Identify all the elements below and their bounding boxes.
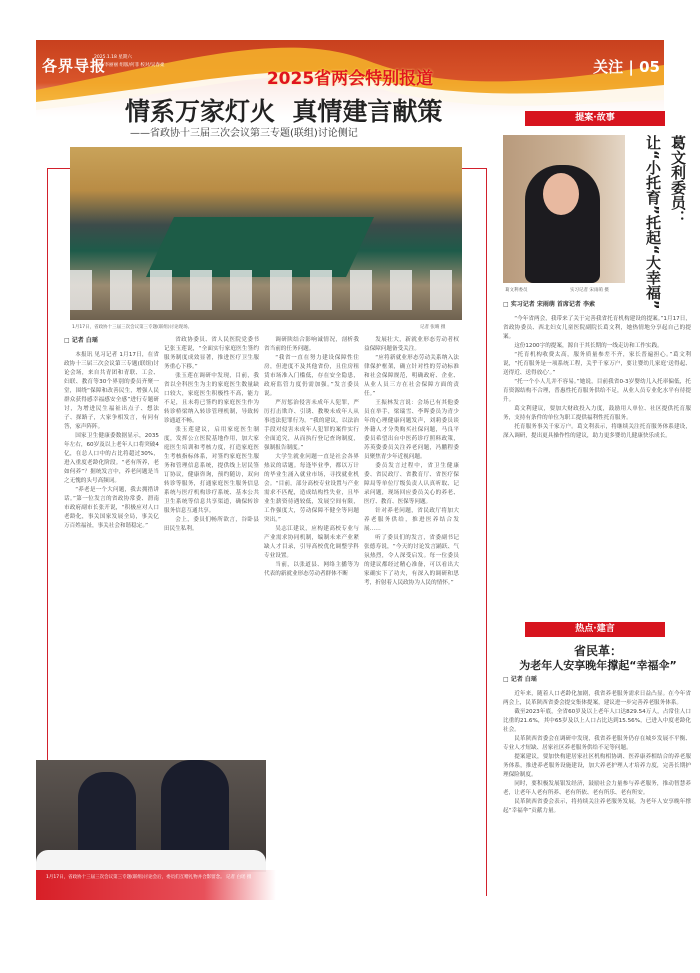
- story-tag: 提案·故事: [525, 111, 665, 126]
- masthead-meta: 2025.1.18 星期六 责编/李丽丽 组版/何菲 校对/吴春柔: [94, 55, 165, 68]
- special-report-title: 2025省两会特别报道: [266, 69, 434, 89]
- newspaper-logo: 各界导报: [42, 57, 107, 75]
- story-headline-2: 让“小托育”托起“大幸福”: [644, 135, 662, 310]
- gift-exchange-photo: [36, 760, 266, 872]
- photo-caption: 1月17日，省政协十三届三次会议第三专题(联组)讨论现场。: [72, 325, 193, 330]
- paragraph: 葛文利建议，要加大财政投入力度，鼓励用人单位、社区提供托育服务，支持有条件的单位为职工提供福利性托育服务。: [503, 406, 691, 421]
- article-column-3: [264, 336, 359, 866]
- main-subtitle: ——省政协十三届三次会议第三专题(联组)讨论侧记: [130, 128, 358, 139]
- photo-credit: 记者 张晴 摄: [420, 325, 446, 330]
- paragraph: “养老是一个大问题，我去拥措讲话。”第一位发言的省政协常委、渭南市政府副市长张开说，“积极应对人口老龄化，事关国家发展全局，事关亿万百姓福祉，事关社会和谐稳定。”: [64, 487, 159, 529]
- paragraph: 国家卫生健康委数据显示，2035年左右，60岁及以上老年人口将突破4亿，在总人口中的占比将超过30%，进入重度老龄化阶段。“老有所养，老如何养”？据统发言中，养老问题是当之无愧的头号高频词。: [64, 433, 159, 484]
- paragraph: 大学生就业问题一直是社会各界热议的话题。每逢毕业季，都以万计的毕业生涌入就业市场，寻找就业机会。“目前，部分高校专业设置与产业需求不匹配，造成结构性失业，且毕业生薪资待遇较低，发展空间有限，工作强度大，劳动保障不健全等问题突出。”: [264, 454, 359, 523]
- paragraph: 当前，以张道县、网络主播等为代表的新就业形态劳动者群体不断: [264, 562, 359, 577]
- hot-headline-2: 为老年人安享晚年撑起“幸福伞”: [519, 659, 677, 672]
- paragraph: “今年省两会，我带来了关于完善我省托育机构建设的提案。”1月17日，省政协委员、西北妇女儿童医院副院长葛文利，她热情地分享起自己的提案。: [503, 316, 691, 340]
- paragraph: 听了委员们的发言，省委副书记张德寿说，“今天的讨论发言踊跃、气氛热烈，令人深受启发。每一位委员的建议都经过精心准备，可以看出大家确实下了功夫，有深入的调研和思考，折射着人民政协为人民的情怀。”: [364, 535, 459, 586]
- section-label: 关注 | 05: [593, 58, 660, 76]
- story-headline-1: 葛文利委员：: [669, 135, 687, 225]
- paragraph: 吴志江建议，应构建高校专业与产业需求协同机制，编制未来产业紧缺人才目录，引导高校优化调整学科专业设置。: [264, 526, 359, 559]
- paragraph: 托育服务事关千家万户。葛文利表示，将继续关注托育服务体系建设，深入调研，提出更具操作性的建议，助力更多婴幼儿健康快乐成长。: [503, 424, 691, 439]
- paragraph: “托育机构收费太高，服务质量参差不齐，家长普遍担心。”葛文利说，“托育服务是一项系统工程，关乎千家万户，要让婴幼儿家庭‘送得起、送得近、送得放心’。”: [503, 352, 691, 376]
- paragraph: “我省一直在努力建设保障性住房，但进度不及其他省份，且住房租赁市场准入门槛低，存在安全隐患，政府监管力度仍需加强。”发言委员说。: [264, 355, 359, 397]
- paragraph: 张玉莲建议，启用家庭医生制度，发挥公立医院基地作用，加大家庭医生培训和考核力度，打造家庭医生考核指标体系，对签约家庭医生服务和管理信息系统，提供线上居民签订协议，健康咨询，预约随访，双向转诊等服务，打通家庭医生服务信息系统与医疗机构诊疗系统、基本公共卫生系统等信息共享渠道，确保转诊服务信息互通共享。: [164, 427, 259, 514]
- paragraph: 近年来，随着人口老龄化加剧，我省养老服务需求日益凸显。在今年省两会上，民革陕西省委会提交集体提案，建议进一步完善养老服务体系。: [503, 691, 691, 706]
- paragraph: 王振林发言说：会场已有其他委员在举手，梁瑞雪、李晖委员为青少年的心理健康问题发声，刘莉委员谈外籍人才分类购买社保问题，马良平委员希望出台中医药诊疗照料政策，苏英姿委员关注养老问题，冯鹏程委员聚焦青少年近视问题。: [364, 400, 459, 460]
- paragraph: 这份1200字的提案，源自于其长期的一线走访和工作实践。: [514, 343, 663, 349]
- paragraph: 发展壮大，新就业形态劳动者权益保障问题备受关注。: [364, 337, 459, 352]
- paragraph: 张玉莲在调研中发现，目前，我省以全科医生为主的家庭医生数量缺口较大，家庭医生积极性不高，能力不足，且未将已签约的家庭医生作为转诊桥梁纳入转诊管理机制，导致转诊通道不畅。: [164, 373, 259, 424]
- paragraph: 民革陕西省委会表示，将持续关注养老服务发展，为老年人安享晚年撑起“幸福伞”贡献力量。: [503, 799, 691, 814]
- main-headline: 情系万家灯火 真情建言献策: [125, 97, 443, 126]
- story-photo-caption: 葛文利委员: [505, 288, 528, 293]
- committee-member-photo: [503, 135, 625, 283]
- paragraph: 会上，委员们畅所欲言，谷卧县田民生私利。: [164, 517, 259, 532]
- paragraph: 省政协委员、省人民医院党委书记张玉莲说，“全面实行家庭医生签约服务制度成效显著，推进医疗卫生服务重心下移。”: [164, 337, 259, 370]
- paragraph: 调研陕结合影响诚情况，剖析我省当前的任务问题。: [264, 337, 359, 352]
- hot-headline-1: 省民革：: [573, 644, 622, 658]
- hot-body: □ 记者 白瑶 近年来，随着人口老龄化加剧，我省养老服务需求日益凸显。在今年省两会上，民革陕西省委会提交集体提案，建议进一步完善养老服务体系。 截至2023年底，全省60岁及以上老年人口达829.54万人，占常住人口比重的21.6%，其中65岁及以上人口占比达到15.56%，已进入中度老龄化社会。 民革陕西省委会在调研中发现，我省养老服务仍存在城乡发展不平衡、专业人才短缺、居家社区养老服务供给不足等问题。 提案建议，要加快构建居家社区机构相协调、医养康养相结合的养老服务体系，推进养老服务设施建设，加大养老护理人才培养力度，完善长期护理保险制度。 同时，要积极发展银发经济，鼓励社会力量参与养老服务，推动智慧养老，让老年人老有所养、老有所依、老有所乐、老有所安。 民革陕西省委会表示，将持续关注养老服务发展，为老年人安享晚年撑起“幸福伞”贡献力量。: [503, 676, 691, 814]
- paragraph: 针对养老问题，省民政厅将加大养老服务供给，推进医养结合发展……: [364, 508, 459, 532]
- meeting-photo: [70, 147, 462, 320]
- article-column-2: [164, 336, 259, 756]
- paragraph: 严厉惩治侵害未成年人犯罪，严厉打击欺诈、引诱、教唆未成年人从事违法犯罪行为。“我的建议，以法治手段对侵害未成年人犯罪的案件实行全面追究，从而执行登记查询制度，强制报告制度。”: [264, 400, 359, 451]
- paragraph: 提案建议，要加快构建居家社区机构相协调、医养康养相结合的养老服务体系，推进养老服务设施建设，加大养老护理人才培养力度，完善长期护理保险制度。: [503, 754, 691, 778]
- paragraph: 同时，要积极发展银发经济，鼓励社会力量参与养老服务，推动智慧养老，让老年人老有所养、老有所依、老有所乐、老有所安。: [503, 781, 691, 796]
- article-column-1: □ 记者 白瑶 本报讯 见习记者 1月17日，在省政协十三届三次会议第三专题(联组)讨论会场，来自共青团和青联、工会、妇联、教育等30个界别的委员齐聚一堂，围绕“保障和改善民生，增强人民群众获得感幸福感安全感”进行专题研讨，为增进民生福祉出点子、想法子、探路子，大家争相发言，有问有答，家声阵阵。 国家卫生健康委数据显示，2035年左右，60岁及以上老年人口将突破4亿，在总人口中的占比将超过30%，进入重度老龄化阶段。“老有所养，老如何养”？据统发言中，养老问题是当之无愧的头号高频词。 “养老是一个大问题，我去拥措讲话。”第一位发言的省政协常委、渭南市政府副市长张开说，“积极应对人口老龄化，事关国家发展全局，事关亿万百姓福祉，事关社会和谐稳定。”: [64, 337, 159, 529]
- paragraph: 民革陕西省委会在调研中发现，我省养老服务仍存在城乡发展不平衡、专业人才短缺、居家社区养老服务供给不足等问题。: [503, 736, 691, 751]
- paragraph: 本报讯 见习记者 1月17日，在省政协十三届三次会议第三专题(联组)讨论会场，来自共青团和青联、工会、妇联、教育等30个界别的委员齐聚一堂，围绕“保障和改善民生，增强人民群众获得感幸福感安全感”进行专题研讨，为增进民生福祉出点子、想法子、探路子，大家争相发言，有问有答，家声阵阵。: [64, 352, 159, 430]
- hot-tag: 热点·建言: [525, 622, 665, 637]
- story-body: □ 实习记者 宋雨萌 首席记者 李索 “今年省两会，我带来了关于完善我省托育机构建设的提案。”1月17日，省政协委员、西北妇女儿童医院副院长葛文利，她热情地分享起自己的提案。 这份1200字的提案，源自于其长期的一线走访和工作实践。 “托育机构收费太高，服务质量参差不齐，家长普遍担心。”葛文利说，“托育服务是一项系统工程，关乎千家万户，要让婴幼儿家庭‘送得起、送得近、送得放心’。” “托一个小人儿并不容易。”她说，目前我省0-3岁婴幼儿入托率偏低，托育资源结构不合理，普惠性托育服务供给不足，从业人员专业化水平有待提升。 葛文利建议，要加大财政投入力度，鼓励用人单位、社区提供托育服务，支持有条件的单位为职工提供福利性托育服务。 托育服务事关千家万户。葛文利表示，将继续关注托育服务体系建设，深入调研，提出更具操作性的建议，助力更多婴幼儿健康快乐成长。: [503, 301, 691, 439]
- bottom-photo-caption-band: 1月17日，省政协十三届三次会议第三专题(联组)讨论会后，委员们互赠礼物并合影留念。 记者 白瑶 摄: [36, 870, 276, 900]
- paragraph: “应将新就业形态劳动关系纳入法律保护框架，确立针对性的劳动标准和社会保障规范，明确政府、企业、从业人员三方在社会保障方面的责任。”: [364, 355, 459, 397]
- paragraph: 截至2023年底，全省60岁及以上老年人口达829.54万人，占常住人口比重的21.6%，其中65岁及以上人口占比达到15.56%，已进入中度老龄化社会。: [503, 709, 691, 733]
- paragraph: 委员发言过程中，省卫生健康委、省民政厅、省教育厅、省医疗保障局等单位厅级负责人认真听取、记录问题，现场回应委员关心的养老、医疗、教育、医保等问题。: [364, 463, 459, 505]
- article-column-4: [364, 336, 459, 891]
- paragraph: “托一个小人儿并不容易。”她说，目前我省0-3岁婴幼儿入托率偏低，托育资源结构不合理，普惠性托育服务供给不足，从业人员专业化水平有待提升。: [503, 379, 691, 403]
- story-photo-credit: 实习记者 宋雨萌 摄: [570, 288, 609, 293]
